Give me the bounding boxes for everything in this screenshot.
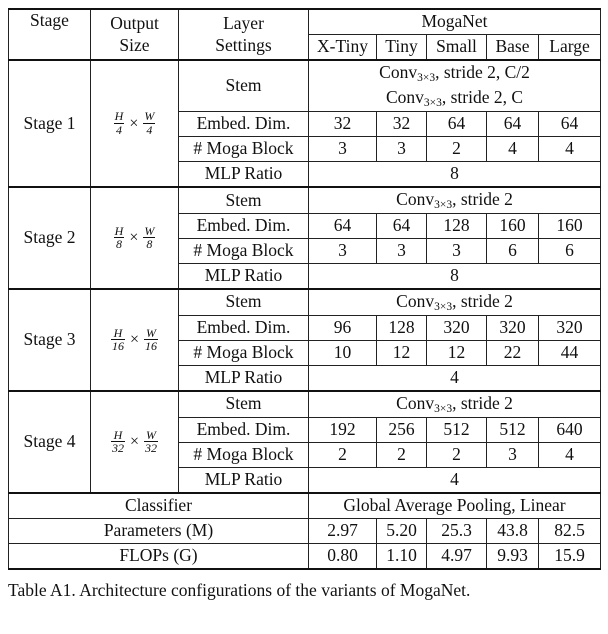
header-variant: X-Tiny xyxy=(309,35,377,61)
stem-line: Conv$_{3\times 3}$, stride 2 xyxy=(396,290,513,313)
blocks-cell: 4 xyxy=(487,137,539,162)
blocks-cell: 6 xyxy=(487,238,539,263)
output-size: $\frac{H}{8}$ × $\frac{W}{8}$ xyxy=(91,187,179,289)
blocks-cell: 3 xyxy=(427,238,487,263)
flops-cell: 1.10 xyxy=(377,543,427,569)
blocks-cell: 12 xyxy=(427,340,487,365)
mlp-label: MLP Ratio xyxy=(179,467,309,493)
flops-row xyxy=(9,543,601,569)
frac-h: $\frac{H}{8}$ xyxy=(114,223,124,252)
stage-name: Stage 2 xyxy=(9,187,91,289)
embed-cell: 64 xyxy=(309,213,377,238)
stem-label: Stem xyxy=(179,391,309,417)
stage-name: Stage 3 xyxy=(9,289,91,391)
mlp-label: MLP Ratio xyxy=(179,263,309,289)
stem-line: Conv$_{3\times 3}$, stride 2, C/2 xyxy=(379,62,530,85)
embed-cell: 160 xyxy=(487,213,539,238)
output-size: $\frac{H}{4}$ × $\frac{W}{4}$ xyxy=(91,60,179,187)
blocks-cell: 2 xyxy=(427,442,487,467)
parameters-cell: 82.5 xyxy=(539,518,601,543)
frac-w: $\frac{W}{16}$ xyxy=(145,325,158,354)
embed-cell: 32 xyxy=(309,112,377,137)
flops-cell: 15.9 xyxy=(539,543,601,569)
blocks-label: # Moga Block xyxy=(179,238,309,263)
frac-h: $\frac{H}{16}$ xyxy=(111,325,124,354)
header-output-size: Output Size xyxy=(91,9,179,60)
header-row-1 xyxy=(9,9,601,35)
blocks-cell: 3 xyxy=(309,238,377,263)
embed-cell: 256 xyxy=(377,417,427,442)
embed-cell: 64 xyxy=(539,112,601,137)
output-size: $\frac{H}{16}$ × $\frac{W}{16}$ xyxy=(91,289,179,391)
blocks-cell: 3 xyxy=(309,137,377,162)
embed-label: Embed. Dim. xyxy=(179,417,309,442)
flops-cell: 0.80 xyxy=(309,543,377,569)
header-model: MogaNet xyxy=(309,9,601,35)
stage-stem-row xyxy=(9,60,601,112)
stem-line: Conv$_{3\times 3}$, stride 2 xyxy=(396,189,513,211)
parameters-cell: 43.8 xyxy=(487,518,539,543)
embed-cell: 512 xyxy=(427,417,487,442)
blocks-cell: 4 xyxy=(539,442,601,467)
flops-label: FLOPs (G) xyxy=(9,543,309,569)
header-variant: Small xyxy=(427,35,487,61)
header-stage: Stage xyxy=(9,9,91,60)
blocks-cell: 12 xyxy=(377,340,427,365)
frac-w: $\frac{W}{4}$ xyxy=(144,109,155,137)
embed-cell: 96 xyxy=(309,315,377,340)
blocks-cell: 22 xyxy=(487,340,539,365)
embed-cell: 512 xyxy=(487,417,539,442)
blocks-label: # Moga Block xyxy=(179,137,309,162)
embed-cell: 64 xyxy=(487,112,539,137)
embed-label: Embed. Dim. xyxy=(179,315,309,340)
stage-stem-row xyxy=(9,289,601,315)
stem-label: Stem xyxy=(179,187,309,213)
table-figure xyxy=(8,8,600,601)
stem-value xyxy=(309,187,601,213)
header-variant: Large xyxy=(539,35,601,61)
stage-stem-row xyxy=(9,187,601,213)
stage-name: Stage 4 xyxy=(9,391,91,493)
parameters-row xyxy=(9,518,601,543)
parameters-cell: 2.97 xyxy=(309,518,377,543)
embed-cell: 32 xyxy=(377,112,427,137)
header-variant: Base xyxy=(487,35,539,61)
stem-line: Conv$_{3\times 3}$, stride 2 xyxy=(396,392,513,415)
stem-line: Conv$_{3\times 3}$, stride 2, C xyxy=(385,87,524,109)
blocks-cell: 3 xyxy=(377,137,427,162)
flops-cell: 4.97 xyxy=(427,543,487,569)
stage-name: Stage 1 xyxy=(9,60,91,187)
frac-w: $\frac{W}{8}$ xyxy=(144,223,155,252)
frac-h: $\frac{H}{4}$ xyxy=(114,109,124,137)
blocks-cell: 4 xyxy=(539,137,601,162)
embed-cell: 320 xyxy=(427,315,487,340)
table-caption: Table A1. Architecture configurations of the variants of MogaNet. xyxy=(8,579,471,600)
header-layer-settings: Layer Settings xyxy=(179,9,309,60)
blocks-cell: 6 xyxy=(539,238,601,263)
classifier-row xyxy=(9,493,601,519)
stem-label: Stem xyxy=(179,289,309,315)
stem-label: Stem xyxy=(179,60,309,112)
mlp-value: 4 xyxy=(309,365,601,391)
embed-cell: 160 xyxy=(539,213,601,238)
frac-w: $\frac{W}{32}$ xyxy=(145,427,158,456)
frac-h: $\frac{H}{32}$ xyxy=(111,427,124,456)
stem-value xyxy=(309,289,601,315)
blocks-label: # Moga Block xyxy=(179,340,309,365)
embed-label: Embed. Dim. xyxy=(179,213,309,238)
mlp-label: MLP Ratio xyxy=(179,365,309,391)
embed-cell: 192 xyxy=(309,417,377,442)
output-size: $\frac{H}{32}$ × $\frac{W}{32}$ xyxy=(91,391,179,493)
blocks-cell: 2 xyxy=(377,442,427,467)
blocks-cell: 3 xyxy=(377,238,427,263)
embed-label: Embed. Dim. xyxy=(179,112,309,137)
blocks-cell: 10 xyxy=(309,340,377,365)
blocks-cell: 3 xyxy=(487,442,539,467)
embed-cell: 640 xyxy=(539,417,601,442)
flops-cell: 9.93 xyxy=(487,543,539,569)
classifier-label: Classifier xyxy=(9,493,309,519)
architecture-table xyxy=(8,8,601,570)
embed-cell: 128 xyxy=(427,213,487,238)
stem-value xyxy=(309,391,601,417)
mlp-value: 8 xyxy=(309,263,601,289)
embed-cell: 320 xyxy=(487,315,539,340)
parameters-cell: 25.3 xyxy=(427,518,487,543)
embed-cell: 128 xyxy=(377,315,427,340)
header-variant: Tiny xyxy=(377,35,427,61)
blocks-cell: 2 xyxy=(427,137,487,162)
blocks-label: # Moga Block xyxy=(179,442,309,467)
mlp-value: 4 xyxy=(309,467,601,493)
parameters-cell: 5.20 xyxy=(377,518,427,543)
classifier-value: Global Average Pooling, Linear xyxy=(309,493,601,519)
embed-cell: 64 xyxy=(427,112,487,137)
parameters-label: Parameters (M) xyxy=(9,518,309,543)
blocks-cell: 44 xyxy=(539,340,601,365)
stage-stem-row xyxy=(9,391,601,417)
mlp-label: MLP Ratio xyxy=(179,162,309,188)
blocks-cell: 2 xyxy=(309,442,377,467)
embed-cell: 64 xyxy=(377,213,427,238)
mlp-value: 8 xyxy=(309,162,601,188)
embed-cell: 320 xyxy=(539,315,601,340)
stem-value xyxy=(309,60,601,112)
